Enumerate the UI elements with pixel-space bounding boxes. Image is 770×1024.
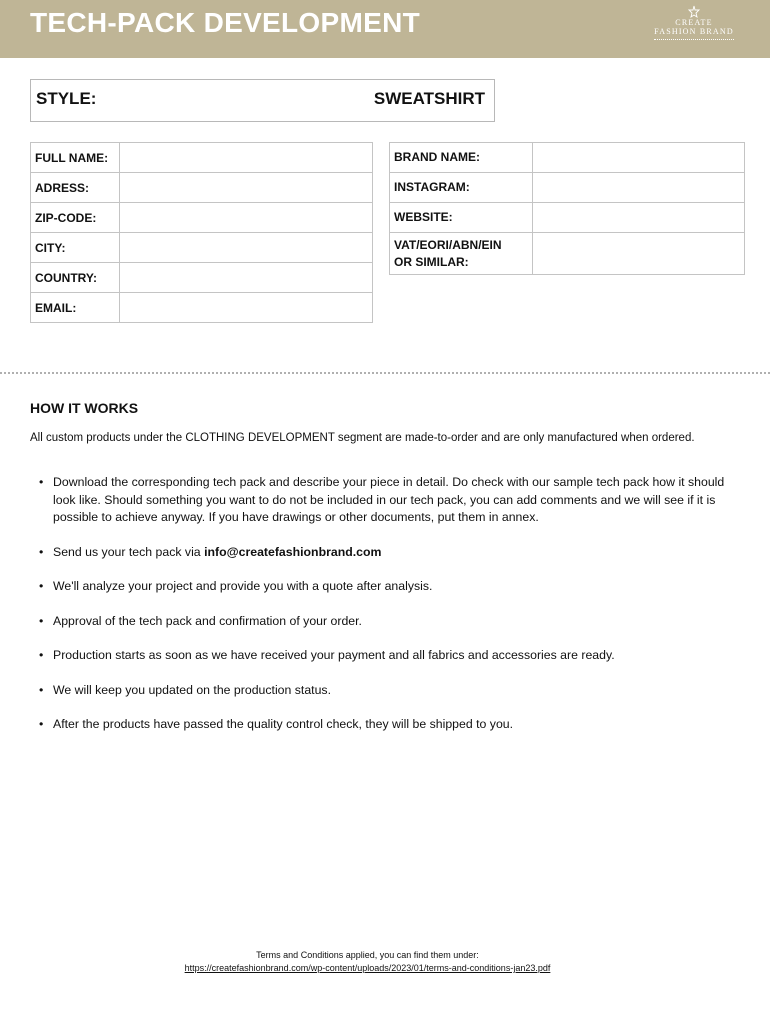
- form-row: [390, 143, 745, 173]
- how-it-works-heading: HOW IT WORKS: [30, 400, 139, 416]
- contact-email-link[interactable]: info@createfashionbrand.com: [204, 544, 382, 559]
- crown-icon: [687, 5, 701, 19]
- list-item: [36, 613, 746, 631]
- bullet-icon: •: [39, 682, 44, 697]
- footer: [0, 949, 735, 975]
- contact-details-table: [30, 142, 373, 323]
- document-title: TECH-PACK DEVELOPMENT: [30, 7, 421, 38]
- brand-name-field[interactable]: [533, 143, 745, 173]
- vat-label-line1: VAT/EORI/ABN/EIN: [394, 237, 502, 252]
- logo-text-line1: CREATE: [675, 18, 713, 27]
- header-bar: [0, 0, 770, 58]
- step-text: Approval of the tech pack and confirmation of your order.: [53, 613, 362, 628]
- address-field[interactable]: [120, 173, 373, 203]
- terms-link[interactable]: https://createfashionbrand.com/wp-content/uploads/2023/01/terms-and-conditions-jan23.pdf: [184, 963, 551, 973]
- list-item: [36, 544, 746, 562]
- style-label: STYLE:: [36, 89, 97, 108]
- instagram-label: INSTAGRAM:: [390, 173, 533, 203]
- address-label: ADRESS:: [31, 173, 120, 203]
- list-item: [36, 578, 746, 596]
- vat-label-line2: OR SIMILAR:: [394, 254, 469, 269]
- city-field[interactable]: [120, 233, 373, 263]
- steps-list: [36, 474, 746, 751]
- zip-code-label: ZIP-CODE:: [31, 203, 120, 233]
- form-row: [31, 263, 373, 293]
- bullet-icon: •: [39, 717, 44, 731]
- section-divider: [0, 372, 770, 374]
- bullet-icon: •: [39, 544, 44, 559]
- bullet-icon: •: [39, 475, 44, 489]
- vat-label: [390, 233, 533, 275]
- full-name-field[interactable]: [120, 143, 373, 173]
- logo-text-line2: FASHION BRAND: [654, 27, 734, 36]
- full-name-label: FULL NAME:: [31, 143, 120, 173]
- form-row: [390, 173, 745, 203]
- step-text: We'll analyze your project and provide you with a quote after analysis.: [53, 579, 433, 593]
- terms-note: Terms and Conditions applied, you can find them under:: [256, 950, 479, 960]
- brand-name-label: BRAND NAME:: [390, 143, 533, 173]
- how-it-works-intro: All custom products under the CLOTHING DEVELOPMENT segment are made-to-order and are only manufactured when ordered.: [30, 432, 695, 444]
- website-field[interactable]: [533, 203, 745, 233]
- email-field[interactable]: [120, 293, 373, 323]
- bullet-icon: •: [39, 579, 44, 593]
- email-label: EMAIL:: [31, 293, 120, 323]
- brand-logo: [648, 5, 740, 53]
- form-row: [31, 293, 373, 323]
- step-text: We will keep you updated on the production status.: [53, 682, 331, 697]
- style-field: [30, 79, 495, 122]
- logo-divider: [654, 39, 734, 40]
- step-text: Production starts as soon as we have received your payment and all fabrics and accessories are ready.: [53, 648, 615, 662]
- list-item: [36, 647, 746, 665]
- zip-code-field[interactable]: [120, 203, 373, 233]
- city-label: CITY:: [31, 233, 120, 263]
- step-text: Download the corresponding tech pack and describe your piece in detail. Do check with our sample tech pack how it should look like. Should something you want to do not be included in our tech pack, you can add comments and we will see if it is possible to achieve anyway. If you have drawings or other documents, put them in annex.: [53, 475, 725, 524]
- instagram-field[interactable]: [533, 173, 745, 203]
- form-row: [31, 173, 373, 203]
- brand-details-table: [389, 142, 745, 275]
- form-row: [31, 203, 373, 233]
- list-item: [36, 716, 746, 734]
- list-item: [36, 682, 746, 700]
- step-text: After the products have passed the quality control check, they will be shipped to you.: [53, 717, 514, 731]
- bullet-icon: •: [39, 648, 44, 662]
- form-row: [390, 203, 745, 233]
- list-item: [36, 474, 746, 527]
- website-label: WEBSITE:: [390, 203, 533, 233]
- form-row: [390, 233, 745, 275]
- form-row: [31, 233, 373, 263]
- country-field[interactable]: [120, 263, 373, 293]
- style-value[interactable]: SWEATSHIRT: [373, 89, 485, 108]
- form-row: [31, 143, 373, 173]
- bullet-icon: •: [39, 613, 44, 628]
- step-text: Send us your tech pack via: [53, 544, 205, 559]
- vat-field[interactable]: [533, 233, 745, 275]
- country-label: COUNTRY:: [31, 263, 120, 293]
